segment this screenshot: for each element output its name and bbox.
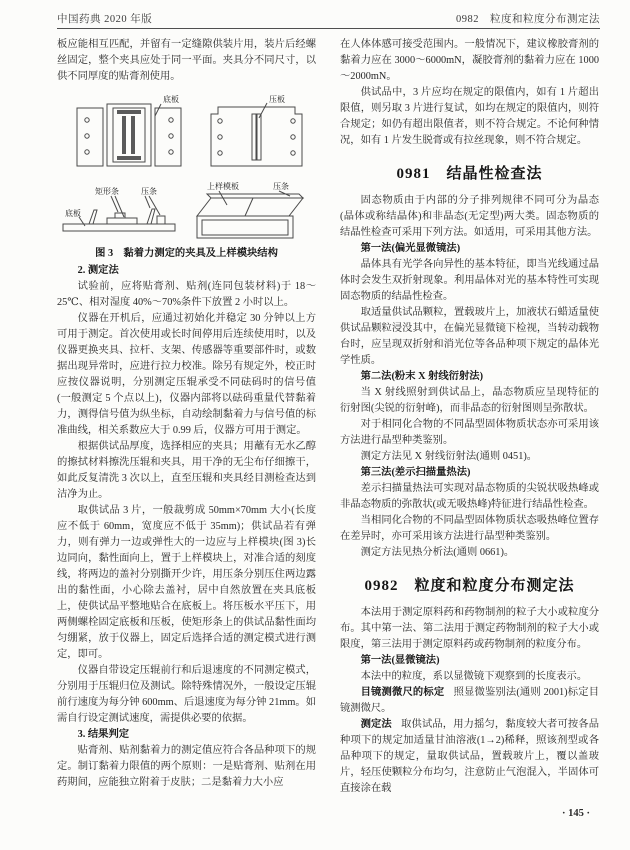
body-paragraph: 本法用于测定原料药和药物制剂的粒子大小或粒度分布。其中第一法、第二法用于测定药物制剂的粒子大小或限度，第三法用于测定原料药或药物制剂的粒度分布。	[340, 607, 599, 650]
body-paragraph	[340, 685, 599, 717]
body-paragraph: 根据供试品厚度，选择相应的夹具；用蘸有无水乙醇的擦拭材料擦洗压辊和夹具，用干净的无尘布仔细擦干，如此反复清洗 3 次以上，直至压辊和夹具经目测检查达到洁净为止。	[57, 441, 316, 500]
header-chapter: 0982 粒度和粒度分布测定法	[456, 14, 600, 25]
body-paragraph: 固态物质由于内部的分子排列规律不同可分为晶态(晶体或称结晶体)和非晶态(无定型)两大类。固态物质的结晶性检查可采用下列方法。如适用，可采用其他方法。	[340, 195, 599, 238]
body-paragraph: 贴膏剂、贴剂黏着力的测定值应符合各品种项下的规定。制订黏着力限值的两个原则：一是贴膏剂、贴剂在用药期间，应能独立附着于皮肤；二是黏着力大小应	[57, 745, 316, 788]
figure-label-base-plate-front: 底板	[163, 95, 179, 104]
method-heading-2: 第二法(粉末 X 射线衍射法)	[360, 371, 484, 382]
paragraph-text: 取供试品，用力摇匀，黏度较大者可按各品种项下的规定加适量甘油溶液(1→2)稀释，照该剂型或各品种项下的规定，量取供试品，置载玻片上，覆以盖玻片，轻压使颗粒分布均匀，注意防止气泡混入，半固体可直接涂在载	[340, 719, 599, 794]
body-paragraph: 对于相同化合物的不同晶型固体物质状态亦可采用该方法进行晶型种类鉴别。	[340, 419, 599, 446]
body-paragraph: 测定方法见 X 射线衍射法(通则 0451)。	[360, 451, 538, 462]
figure-label-sample-template: 上样模板	[207, 182, 239, 191]
body-paragraph: 在人体体感可接受范围内。一般情况下，建议橡胶膏剂的黏着力应在 3000～6000mN，凝胶膏剂的黏着力应在 1000～2000mN。	[340, 39, 599, 82]
two-column-body	[57, 37, 599, 832]
figure-3-caption: 图 3 黏着力测定的夹具及上样模块结构	[95, 248, 278, 259]
page-header	[57, 11, 600, 26]
page-number: · 145 ·	[561, 808, 590, 819]
adhesion-clamp-diagram	[57, 90, 316, 242]
body-paragraph: 当 X 射线照射到供试品上，晶态物质应呈现特征的衍射图(尖锐的衍射峰)，而非晶态的衍射图则呈弥散状。	[340, 387, 599, 414]
body-paragraph: 板应能相互匹配，并留有一定缝隙供装片用，装片后经螺丝固定，整个夹具应处于同一平面。夹具分不同尺寸，以供不同厚度的贴膏剂使用。	[57, 39, 316, 82]
body-paragraph: 仪器在开机后，应通过初始化并稳定 30 分钟以上方可用于测定。首次使用或长时间停用后连续使用时，以及仪器更换夹具、拉杆、支架、传感器等重要部件时，或数据出现异常时，应进行拉力校准。除另有规定外，校正时应按仪器说明，分别测定压辊承受不同砝码时的信号值(一般测定 5 个点以上)，仪器内部将以砝码重量代替黏着力，测得信号值为纵坐标，自动绘制黏着力与信号值的标准曲线，相关系数应大于 0.99 后，仪器方可用于测定。	[57, 313, 316, 436]
method-heading-1: 第一法(偏光显微镜法)	[360, 243, 461, 254]
header-edition: 中国药典 2020 年版	[57, 14, 153, 25]
body-paragraph: 取供试品 3 片，一般裁剪成 50mm×70mm 大小(长度应不低于 60mm，宽度应不低于 35mm)；供试品若有弹力，则有弹力一边或弹性大的一边应与上样模块(图 3)长边同向，黏性面向上，置于上样模块上，对准合适的刻度线，将两边的盖衬分别撕开少许，用压条分别压住两边露出的黏性面，小心除去盖衬，居中自然放置在夹具底板上，使供试品平整地贴合在底板上。将压板水平压下，用两侧螺栓固定底板和压板，使矩形条上的供试品黏性面均匀绷紧，放于仪器上，固定后选择合适的测定模式进行测定，即可。	[57, 505, 316, 660]
body-paragraph: 取适量供试品颗粒，置载玻片上，加液状石蜡适量使供试品颗粒浸没其中，在偏光显微镜下检视，当转动载物台时，应呈现双折射和消光位等各品种项下规定的晶体光学性质。	[340, 307, 599, 366]
body-paragraph: 测定方法见热分析法(通则 0661)。	[360, 547, 515, 558]
body-paragraph: 本法中的粒度，系以显微镜下观察到的长度表示。	[360, 671, 588, 682]
left-column	[57, 37, 316, 832]
method-heading-3: 第三法(差示扫描量热法)	[360, 467, 471, 478]
figure-label-rect-strip: 矩形条	[95, 187, 119, 196]
body-paragraph: 晶体具有光学各向异性的基本特征，即当光线通过晶体时会发生双折射现象。利用晶体对光的基本特性可实现固态物质的结晶性检查。	[340, 259, 599, 302]
body-paragraph: 当相同化合物的不同晶型固体物质状态吸热峰位置存在差异时，亦可采用该方法进行晶型种类鉴别。	[340, 515, 599, 542]
body-paragraph: 试验前，应将贴膏剂、贴剂(连同包装材料)于 18～25℃、相对湿度 40%～70%条件下放置 2 小时以上。	[57, 281, 316, 308]
figure-label-base-plate-side: 底板	[65, 209, 81, 218]
section-heading-result: 3. 结果判定	[77, 729, 130, 740]
paragraph-text: 照显微鉴别法(通则 2001)标定目镜测微尺。	[340, 687, 599, 714]
figure-label-press-strip: 压条	[141, 187, 157, 196]
figure-label-press-strip-3d: 压条	[273, 182, 289, 191]
right-column	[340, 37, 599, 832]
body-paragraph	[340, 717, 599, 797]
body-paragraph: 仪器自带设定压辊前行和后退速度的不同测定模式，分别用于压辊归位及测试。除特殊情况外，一般设定压辊前行速度为每分钟 600mm、后退速度为每分钟 21mm。如需自行设定测试速度，需提供必要的依据。	[57, 665, 316, 724]
method-heading-1b: 第一法(显微镜法)	[360, 655, 440, 666]
body-paragraph: 供试品中，3 片应均在规定的限值内，如有 1 片超出限值，则另取 3 片进行复试，如均在规定的限值内，则符合规定；如仍有超出限值者，则不符合规定。不论何种情况，如有 1 片发生脱膏或有拉丝现象，则不符合规定。	[340, 87, 599, 146]
run-in-heading-procedure: 测定法	[360, 719, 392, 730]
run-in-heading-calibration: 目镜测微尺的标定	[360, 687, 445, 698]
section-heading-method: 2. 测定法	[77, 265, 119, 276]
chapter-heading-0981: 0981 结晶性检查法	[396, 166, 543, 182]
figure-label-press-plate: 压板	[269, 95, 285, 104]
chapter-heading-0982: 0982 粒度和粒度分布测定法	[364, 578, 575, 594]
header-rule	[57, 28, 600, 29]
figure-3-diagram	[57, 90, 316, 242]
body-paragraph: 差示扫描量热法可实现对晶态物质的尖锐状吸热峰或非晶态物质的弥散状(或无吸热峰)特征进行结晶性检查。	[340, 483, 599, 510]
